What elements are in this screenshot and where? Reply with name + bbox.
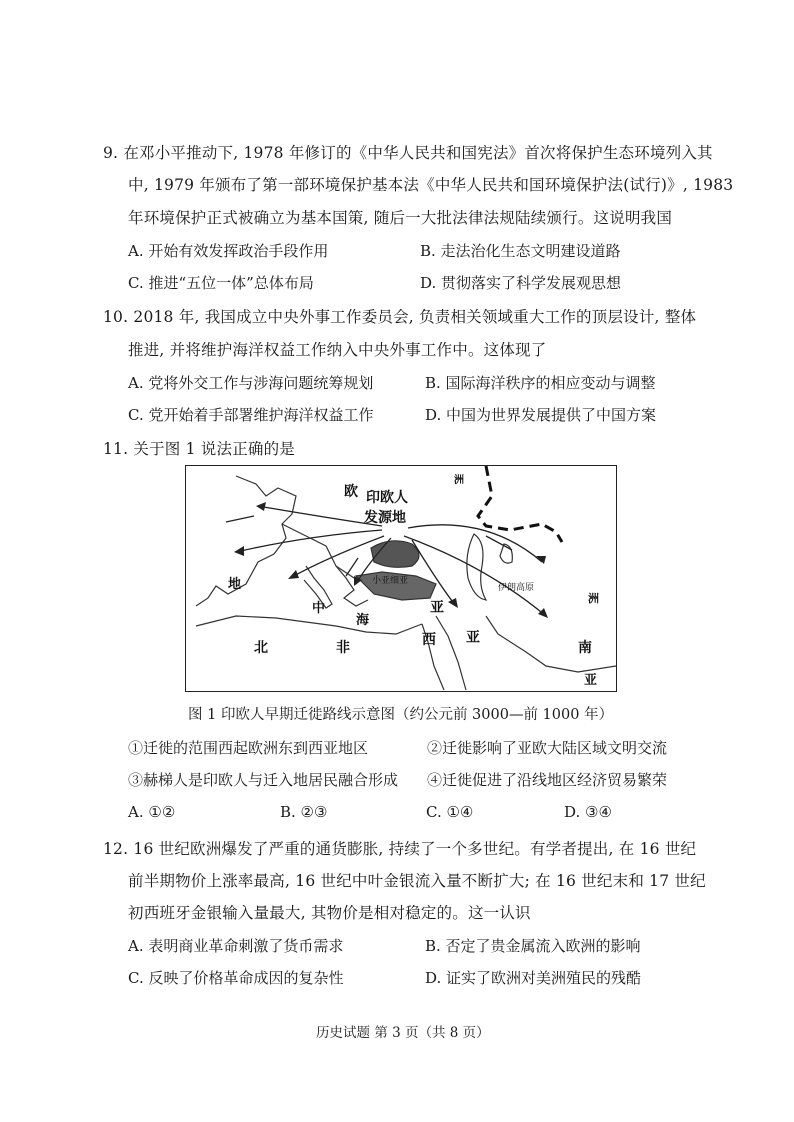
- q11-option-b: B. ②③: [280, 803, 328, 821]
- arrow-west-1: [226, 516, 254, 522]
- persian-gulf-coast: [486, 616, 616, 672]
- arrow-central-asia: [486, 536, 512, 550]
- q11-statement-1: ①迁徙的范围西起欧洲东到西亚地区: [128, 739, 369, 757]
- q9-option-d: D. 贯彻落实了科学发展观思想: [420, 274, 622, 292]
- q10-option-a: A. 党将外交工作与涉海问题统筹规划: [128, 374, 374, 392]
- caspian-sea: [467, 534, 486, 600]
- label-asia-minor: 小亚细亚: [372, 576, 409, 586]
- label-nan: 南: [578, 640, 592, 656]
- q9-stem-line-1: 9. 在邓小平推动下, 1978 年修订的《中华人民共和国宪法》首次将保护生态环境列入其: [103, 144, 713, 162]
- label-ya: 亚: [430, 600, 444, 616]
- europe-south-coast: [282, 524, 354, 578]
- q9-option-b: B. 走法治化生态文明建设道路: [420, 242, 621, 260]
- arrow-asia-minor: [346, 558, 358, 576]
- q10-option-d: D. 中国为世界发展提供了中国方案: [425, 406, 657, 424]
- arrowhead-west: [256, 502, 266, 511]
- q9-stem-line-3: 年环境保护正式被确立为基本国策, 随后一大批法律法规陆续颁行。这说明我国: [128, 209, 673, 227]
- q11-option-a: A. ①②: [128, 803, 176, 821]
- migration-map: [185, 465, 617, 692]
- arrowhead-west-2: [234, 546, 244, 556]
- q10-stem-line-1: 10. 2018 年, 我国成立中央外事工作委员会, 负责相关领域重大工作的顶层设计, 整体: [103, 308, 697, 326]
- q12-option-b: B. 否定了贵金属流入欧洲的影响: [425, 937, 641, 955]
- label-ou: 欧: [344, 484, 358, 500]
- arrowhead-east: [536, 556, 546, 564]
- label-origin-line-1: 印欧人: [366, 490, 408, 506]
- label-zhou-right: 洲: [588, 592, 599, 605]
- label-di: 地: [228, 577, 242, 592]
- black-sea: [371, 541, 419, 568]
- q12-option-c: C. 反映了价格革命成因的复杂性: [128, 969, 344, 987]
- q12-stem-line-2: 前半期物价上涨率最高, 16 世纪中叶金银流入量不断扩大; 在 16 世纪末和 17 世纪: [128, 872, 706, 890]
- migration-route-southwest: [290, 536, 384, 578]
- q11-statement-2: ②迁徙影响了亚欧大陆区域文明交流: [427, 739, 668, 757]
- label-bei: 北: [254, 640, 268, 656]
- q9-option-c: C. 推进“五位一体”总体布局: [128, 274, 314, 292]
- q12-option-a: A. 表明商业革命刺激了货币需求: [128, 937, 344, 955]
- q11-statement-4: ④迁徙促进了沿线地区经济贸易繁荣: [427, 771, 668, 789]
- q11-option-c: C. ①④: [426, 803, 474, 821]
- label-zhong: 中: [312, 601, 326, 616]
- q10-option-b: B. 国际海洋秩序的相应变动与调整: [425, 374, 656, 392]
- q11-statement-3: ③赫梯人是印欧人与迁入地居民融合形成: [128, 771, 399, 789]
- label-ya-3: 亚: [584, 673, 598, 688]
- arrowhead-southwest: [288, 570, 299, 579]
- label-origin-line-2: 发源地: [364, 510, 406, 526]
- q12-option-d: D. 证实了欧洲对美洲殖民的残酷: [425, 969, 642, 987]
- figure-caption: 图 1 印欧人早期迁徙路线示意图（约公元前 3000—前 1000 年）: [188, 707, 614, 723]
- q9-option-a: A. 开始有效发挥政治手段作用: [128, 242, 329, 260]
- label-hai: 海: [356, 613, 370, 628]
- europe-coastline: [196, 476, 296, 606]
- north-africa-coast: [196, 616, 422, 634]
- arrowhead-iran: [448, 598, 458, 608]
- q10-option-c: C. 党开始着手部署维护海洋权益工作: [128, 406, 374, 424]
- continent-boundary: [478, 466, 562, 542]
- migration-route-west-2: [236, 530, 382, 552]
- migration-map-figure: [186, 466, 616, 691]
- label-zhou-top: 洲: [454, 475, 464, 486]
- page-footer: 历史试题 第 3 页（共 8 页）: [316, 1025, 490, 1041]
- q11-stem: 11. 关于图 1 说法正确的是: [103, 440, 295, 458]
- q12-stem-line-1: 12. 16 世纪欧洲爆发了严重的通货膨胀, 持续了一个多世纪。有学者提出, 在 16 世纪: [103, 840, 697, 858]
- label-fei: 非: [336, 640, 350, 656]
- arrowhead-southeast: [538, 608, 548, 618]
- q12-stem-line-3: 初西班牙金银输入量最大, 其物价是相对稳定的。这一认识: [128, 904, 531, 922]
- label-iranian-plateau: 伊朗高原: [498, 583, 535, 593]
- label-ya-2: 亚: [466, 630, 480, 646]
- q11-option-d: D. ③④: [564, 803, 612, 821]
- red-sea-east: [436, 616, 466, 690]
- label-xi: 西: [422, 632, 436, 648]
- q9-stem-line-2: 中, 1979 年颁布了第一部环境保护基本法《中华人民共和国环境保护法(试行)》, 1983: [128, 176, 734, 194]
- q10-stem-line-2: 推进, 并将维护海洋权益工作纳入中央外事工作中。这体现了: [128, 341, 547, 359]
